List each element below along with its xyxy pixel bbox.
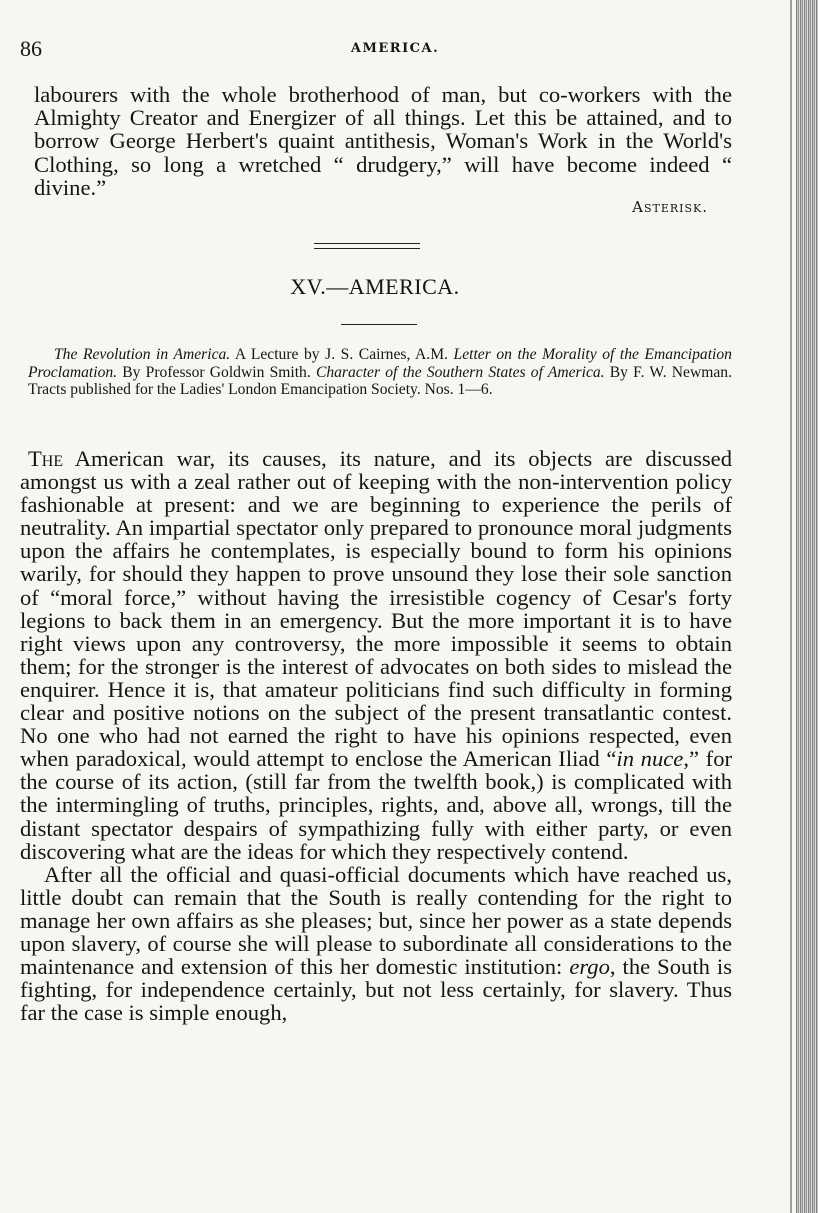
- book-edge: [796, 0, 818, 1213]
- author-signature: Asterisk.: [632, 198, 708, 216]
- double-rule-divider: [314, 243, 420, 249]
- citation-title-2: Letter on the Morality of the Emancipation Proclamation.: [28, 346, 732, 381]
- citation-text-2: By Professor Goldwin Smith.: [117, 363, 316, 381]
- paragraph: The American war, its causes, its nature, and its objects are discussed amongst us with a zeal rather out of keeping with the non-intervention policy fashionable at present: and we are beginning to experience the perils of neutrality. An impartial spectator only prepared to pronounce moral judgments upon the affairs he contemplates, is especially bound to form his opinions warily, for should they happen to prove unsound they lose their sole sanction of “moral force,” without having the irresistible cogency of Cesar's forty legions to back them in an emergency. But the more important it is to have right views upon any controversy, the more impossible it seems to obtain them; for the stronger is the interest of advocates on both sides to mislead the enquirer. Hence it is, that amateur politicians find such difficulty in forming clear and positive notions on the subject of the present transatlantic contest. No one who had not earned the right to have his opinions respected, even when paradoxical, would attempt to enclose the American Iliad “in nuce,” for the course of its action, (still far from the twelfth book,) is complicated with the intermingling of truths, principles, rights, and, above all, wrongs, till the distant spectator despairs of sympathizing fully with either party, or even discovering what are the ideas for which they respectively contend.: [20, 446, 733, 864]
- page-edge-shadow: [790, 0, 792, 1213]
- citation-title-3: Character of the Southern States of America.: [315, 363, 605, 381]
- citation-text-3: By F. W. Newman. Tracts published for the Ladies' London Emancipation Society. Nos. 1—6.: [28, 363, 732, 398]
- page-header: [20, 36, 760, 62]
- previous-article-ending: labourers with the whole brotherhood of man, but co-workers with the Almighty Creator and Energizer of all things. Let this be attained, and to borrow George Herbert's quaint antithesis, Woman's Work in the World's Clothing, so long a wretched “ drudgery,” will have become indeed “ divine.”: [34, 82, 732, 200]
- paragraph: After all the official and quasi-official documents which have reached us, little doubt can remain that the South is really contending for the right to manage her own affairs as she pleases; but, since her power as a state depends upon slavery, of course she will please to subordinate all considerations to the maintenance and extension of this her domestic institution: ergo, the South is fighting, for independence certainly, but not less certainly, for slavery. Thus far the case is simple enough,: [20, 861, 732, 1026]
- drop-lead: The: [28, 446, 64, 471]
- citation-title-1: The Revolution in America.: [54, 346, 231, 363]
- page-number: 86: [20, 36, 42, 61]
- section-title: XV.—AMERICA.: [290, 274, 460, 299]
- running-title: AMERICA.: [350, 41, 440, 56]
- short-rule-divider: [341, 324, 417, 325]
- citation-block: [28, 346, 732, 399]
- article-body: [20, 447, 732, 1024]
- citation-text-1: A Lecture by J. S. Cairnes, A.M.: [230, 346, 454, 363]
